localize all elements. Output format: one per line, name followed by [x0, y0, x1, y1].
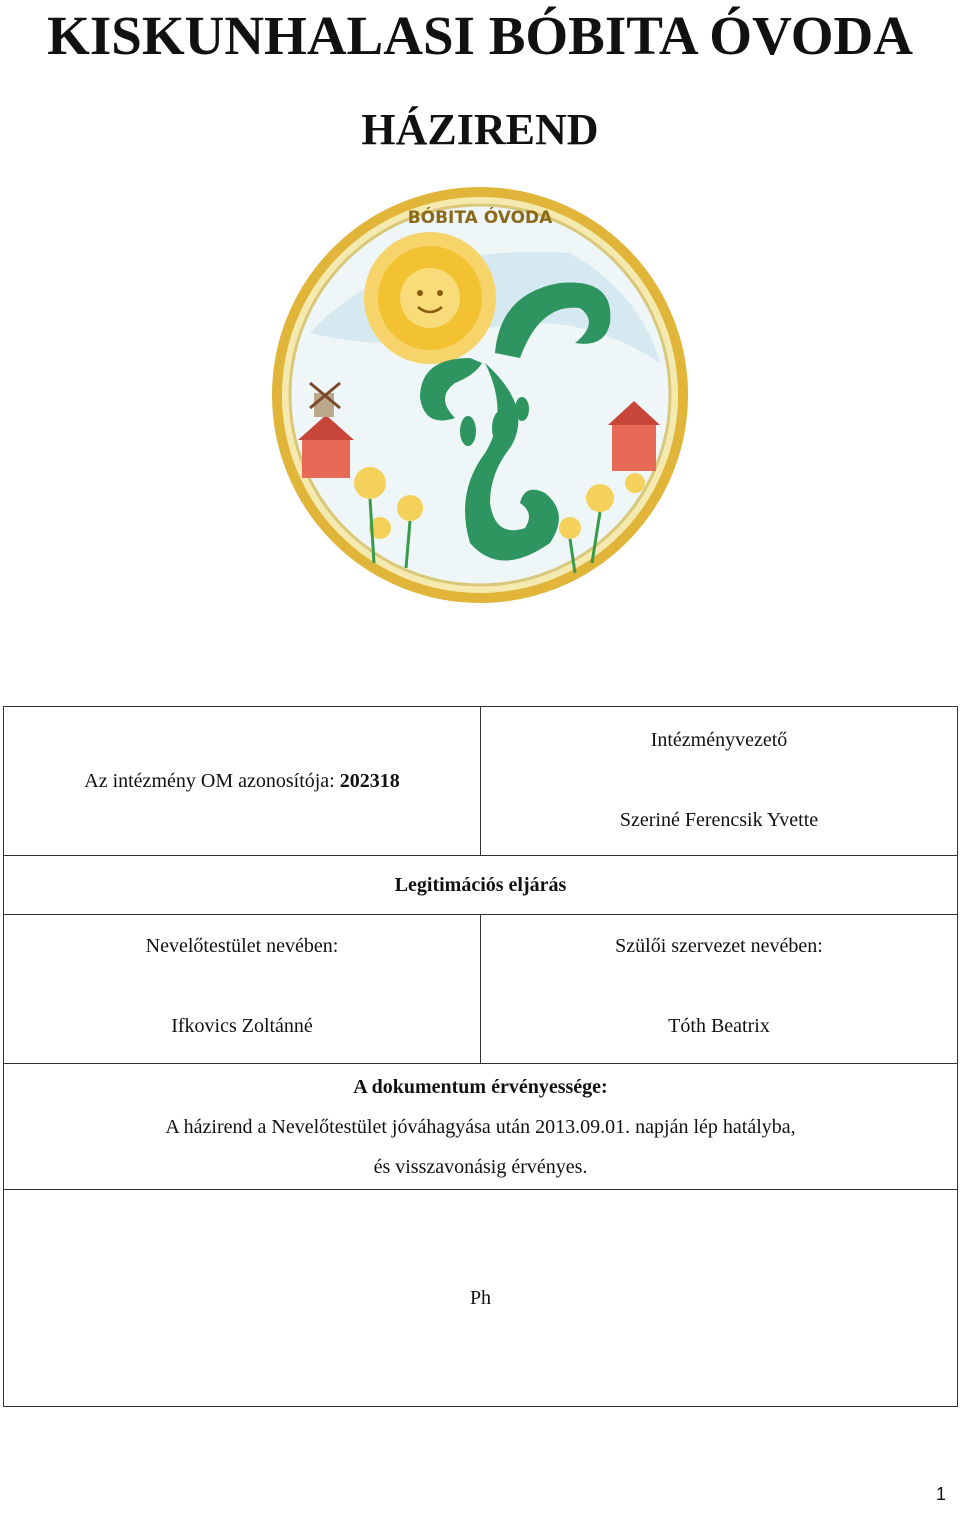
- validity-cell: [4, 1064, 958, 1190]
- leader-cell: [481, 707, 958, 856]
- parents-cell: [481, 915, 958, 1064]
- staff-label: Nevelőtestület nevében:: [145, 935, 339, 957]
- staff-name: Ifkovics Zoltánné: [171, 1015, 313, 1037]
- om-id-value: 202318: [339, 769, 400, 792]
- legitimation-heading: Legitimációs eljárás: [4, 856, 958, 915]
- stamp-cell: [4, 1190, 958, 1407]
- validity-line-1: A házirend a Nevelőtestület jóváhagyása után 2013.09.01. napján lép hatályba,: [165, 1115, 796, 1138]
- staff-cell: [4, 915, 481, 1064]
- leader-name: Szeriné Ferencsik Yvette: [619, 809, 819, 831]
- parents-name: Tóth Beatrix: [668, 1015, 770, 1037]
- stamp-label: Ph: [469, 1286, 492, 1309]
- parents-label: Szülői szervezet nevében:: [615, 935, 823, 957]
- logo-text: BÓBITA ÓVODA: [407, 208, 553, 228]
- om-id-cell: [4, 707, 481, 856]
- document-title: KISKUNHALASI BÓBITA ÓVODA: [47, 5, 913, 66]
- document-subtitle: HÁZIREND: [361, 105, 599, 154]
- validity-line-2: és visszavonásig érvényes.: [373, 1155, 588, 1178]
- leader-label: Intézményvezető: [650, 729, 788, 751]
- info-table: [3, 706, 958, 1407]
- validity-heading: A dokumentum érvényessége:: [353, 1075, 608, 1098]
- kindergarten-logo: [270, 183, 690, 607]
- page-number: 1: [935, 1484, 946, 1504]
- sun-icon: [364, 232, 496, 364]
- om-id-label: Az intézmény OM azonosítója:: [84, 769, 335, 792]
